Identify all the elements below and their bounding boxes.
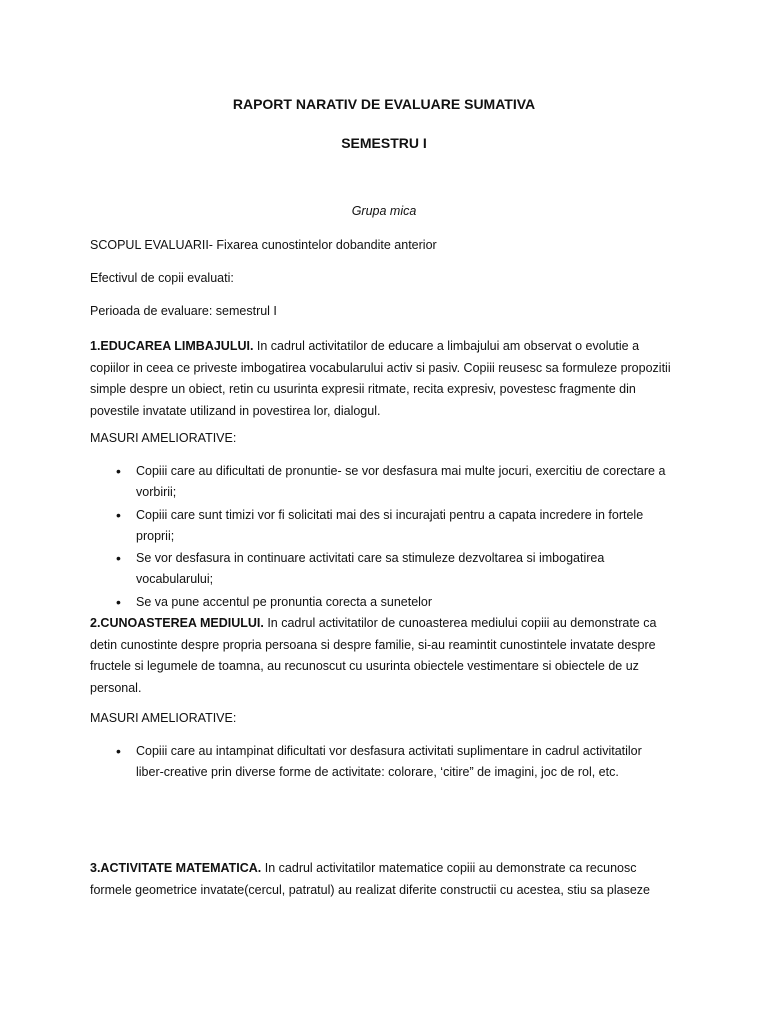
bullet-icon: • [116, 463, 121, 479]
section-math [90, 858, 680, 901]
measures-list-1 [90, 461, 670, 614]
document-title: RAPORT NARATIV DE EVALUARE SUMATIVA [232, 96, 536, 112]
group-label: Grupa mica [351, 204, 417, 218]
evaluated-count: Efectivul de copii evaluati: [90, 271, 234, 285]
section-math-text: In cadrul activitatilor matematice copiii au demonstrate ca recunosc formele geometrice invatate(cercul, patratul) au realizat diferite constructii cu acestea, stiu sa plaseze [90, 861, 650, 897]
section-language-heading: 1.EDUCAREA LIMBAJULUI. [90, 339, 254, 353]
measures-label-1: MASURI AMELIORATIVE: [90, 431, 237, 445]
bullet-icon: • [116, 550, 121, 566]
list-item: • Se vor desfasura in continuare activitati care sa stimuleze dezvoltarea si imbogatirea vocabularului; [116, 550, 605, 586]
bullet-icon: • [116, 593, 121, 610]
measures-list-2 [90, 741, 670, 785]
list-item: • Copiii care au intampinat dificultati vor desfasura activitati suplimentare in cadrul activitatilor liber-creative prin diverse forme de activitate: colorare, ‘citire” de imagini, joc de rol, etc. [116, 743, 642, 779]
document-subtitle: SEMESTRU I [341, 135, 427, 151]
section-environment-heading: 2.CUNOASTEREA MEDIULUI. [90, 616, 264, 630]
measures-label-2: MASURI AMELIORATIVE: [90, 711, 237, 725]
list-item: • Se va pune accentul pe pronuntia corecta a sunetelor [90, 592, 670, 613]
section-environment [90, 613, 680, 699]
evaluation-scope: SCOPUL EVALUARII- Fixarea cunostintelor dobandite anterior [90, 238, 437, 252]
bullet-icon: • [116, 506, 121, 523]
section-environment-text: In cadrul activitatilor de cunoasterea mediului copiii au demonstrate ca detin cunostinte despre propria persoana si despre familie, si-au reamintit cunostintele invatate despre fructele si legumele de toamna, au recunoscut cu usurinta obiectele vestimentare si obiectele de uz personal. [90, 616, 657, 695]
list-item: • Copiii care sunt timizi vor fi solicitati mai des si incurajati pentru a capata incredere in fortele proprii; [116, 506, 644, 543]
list-item: • Copiii care au dificultati de pronuntie- se vor desfasura mai multe jocuri, exercitiu de corectare a vorbirii; [116, 463, 666, 499]
section-language [90, 336, 680, 422]
bullet-icon: • [116, 743, 121, 759]
section-language-text: In cadrul activitatilor de educare a limbajului am observat o evolutie a copiilor in ceea ce priveste imbogatirea vocabularului activ si pasiv. Copiii reusesc sa formuleze propozitii simple despre un obiect, retin cu usurinta expresii ritmate, recita expresiv, povestesc fragmente din povestile invatate utilizand in povestirea lor, dialogul. [90, 339, 671, 418]
section-math-heading: 3.ACTIVITATE MATEMATICA. [90, 861, 262, 875]
evaluation-period: Perioada de evaluare: semestrul I [90, 304, 277, 318]
